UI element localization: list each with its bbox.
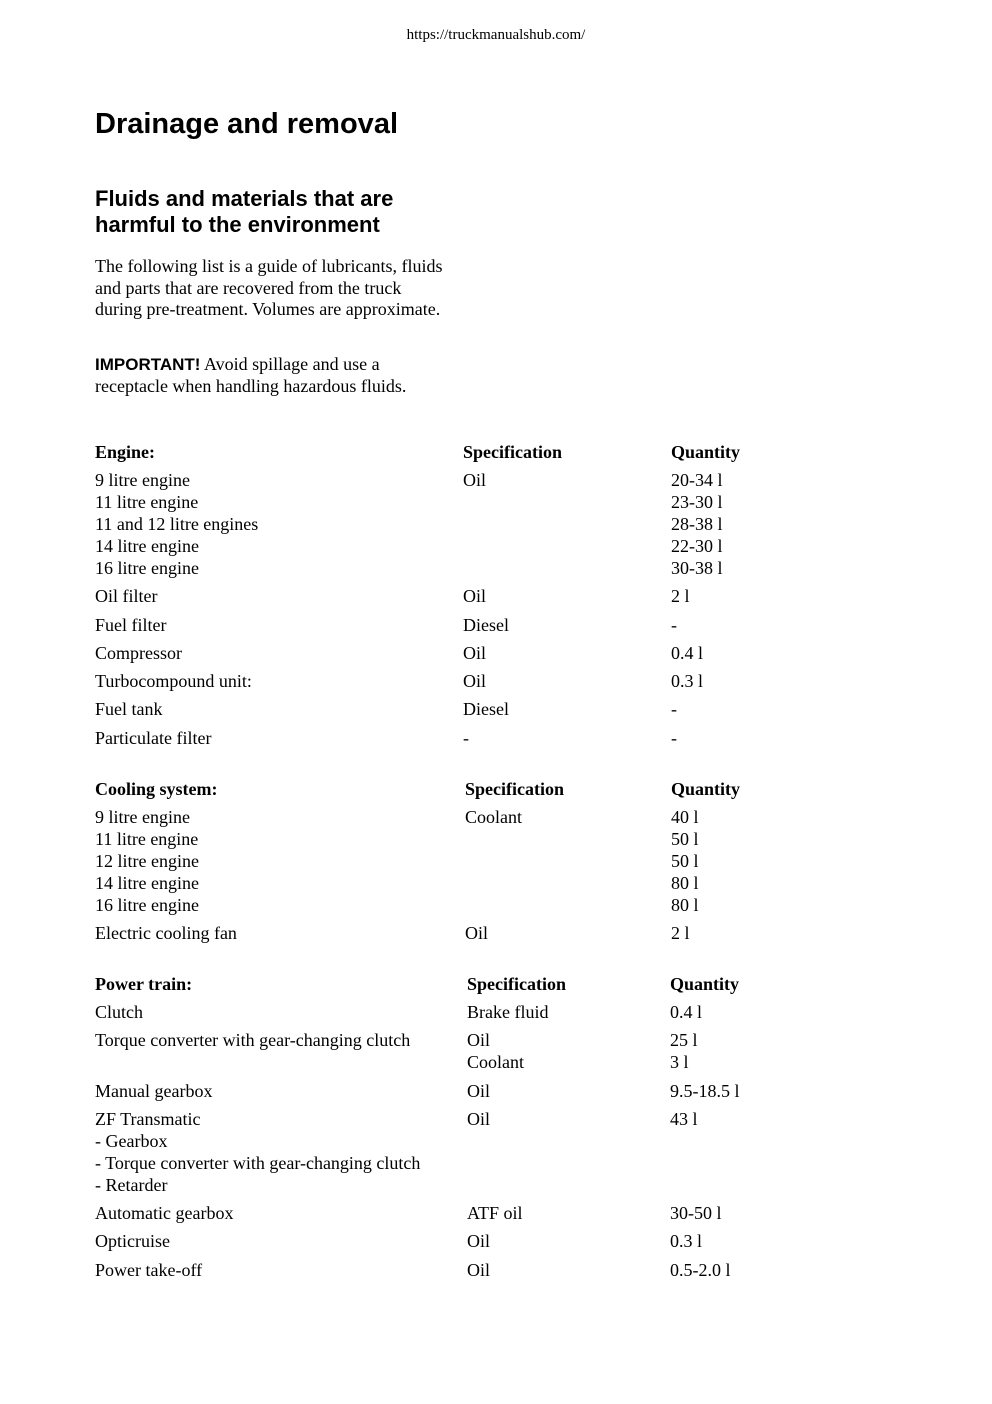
table-row — [95, 642, 855, 670]
table-row — [95, 1108, 855, 1202]
page-title: Drainage and removal — [95, 108, 398, 140]
table-row — [95, 1080, 855, 1108]
item-cell-line: Oil filter — [95, 586, 158, 607]
subtitle-line: harmful to the environment — [95, 212, 380, 237]
quantity-cell — [670, 1230, 702, 1252]
specification-cell-line: Diesel — [463, 614, 509, 635]
header-url: https://truckmanualshub.com/ — [406, 27, 586, 43]
specification-cell — [467, 1080, 490, 1102]
table-row — [95, 698, 855, 726]
specification-cell — [463, 585, 486, 607]
column-header-quantity: Quantity — [670, 974, 740, 994]
table-row — [95, 1202, 855, 1230]
quantity-cell-line: 0.3 l — [670, 1231, 703, 1252]
table-row — [95, 1230, 855, 1258]
table-header-row — [95, 778, 855, 806]
specification-cell-line: ATF oil — [467, 1203, 523, 1224]
table-header-row — [95, 441, 855, 469]
specification-cell — [465, 806, 522, 828]
column-header-specification: Specification — [467, 974, 566, 994]
quantity-cell — [671, 698, 677, 720]
quantity-cell-line: 20-34 l — [671, 470, 723, 490]
quantity-cell-line: - — [671, 614, 677, 635]
quantity-cell — [671, 469, 723, 579]
intro-line: during pre-treatment. Volumes are approximate. — [95, 299, 441, 319]
specification-cell — [463, 698, 509, 720]
item-cell — [95, 922, 237, 944]
item-cell — [95, 614, 166, 636]
item-cell-line: 11 litre engine — [95, 829, 199, 849]
table-row — [95, 727, 855, 755]
intro-line: The following list is a guide of lubricants, fluids — [95, 256, 443, 276]
quantity-cell-line: 2 l — [671, 923, 690, 944]
quantity-cell-line: 9.5-18.5 l — [670, 1080, 740, 1101]
section-subtitle — [95, 186, 515, 238]
column-header-item: Power train: — [95, 974, 193, 994]
important-label: IMPORTANT! — [95, 355, 201, 374]
specification-cell — [467, 1001, 548, 1023]
specification-cell — [467, 1230, 490, 1252]
specification-cell-line: Oil — [467, 1108, 491, 1129]
column-header-quantity: Quantity — [671, 442, 741, 462]
specification-cell-line: Oil — [463, 642, 487, 663]
quantity-cell — [671, 727, 677, 749]
table-row — [95, 670, 855, 698]
item-cell — [95, 1230, 170, 1252]
item-cell — [95, 1080, 212, 1102]
item-cell-line: - Torque converter with gear-changing clutch — [95, 1152, 421, 1173]
quantity-cell-line: 0.5-2.0 l — [670, 1259, 731, 1280]
specification-cell-line: Oil — [467, 1080, 491, 1101]
item-cell-line: Fuel tank — [95, 699, 163, 720]
specification-cell — [463, 642, 486, 664]
item-cell-line: 16 litre engine — [95, 558, 199, 578]
specification-cell-line: Oil — [465, 923, 489, 944]
item-cell-line: Turbocompound unit: — [95, 671, 252, 692]
item-cell — [95, 642, 182, 664]
item-cell-line: - Gearbox — [95, 1130, 168, 1151]
quantity-cell-line: 25 l — [670, 1030, 698, 1051]
item-cell — [95, 1202, 233, 1224]
table-row — [95, 806, 855, 922]
item-cell-line: Opticruise — [95, 1231, 170, 1252]
table-row — [95, 1029, 855, 1079]
important-text: receptacle when handling hazardous fluids. — [95, 376, 407, 396]
item-cell-line: Compressor — [95, 642, 182, 663]
specification-cell — [467, 1029, 524, 1073]
quantity-cell-line: 28-38 l — [671, 514, 723, 534]
specification-cell-line: Oil — [463, 671, 487, 692]
column-header-item: Engine: — [95, 442, 156, 462]
column-header-item: Cooling system: — [95, 779, 218, 799]
quantity-cell-line: 0.4 l — [670, 1002, 703, 1022]
specification-cell — [463, 670, 486, 692]
item-cell — [95, 698, 163, 720]
item-cell-line: 9 litre engine — [95, 807, 190, 827]
item-cell-line: Fuel filter — [95, 614, 167, 635]
quantity-cell — [670, 1029, 698, 1073]
quantity-cell-line: 23-30 l — [671, 492, 723, 512]
quantity-cell — [671, 922, 690, 944]
item-cell-line: Particulate filter — [95, 727, 212, 748]
item-cell — [95, 1108, 420, 1196]
quantity-cell — [670, 1259, 731, 1281]
item-cell-line: 11 and 12 litre engines — [95, 514, 259, 534]
specification-cell — [463, 614, 509, 636]
quantity-cell-line: 22-30 l — [671, 536, 723, 556]
quantity-cell-line: 0.3 l — [671, 671, 704, 692]
item-cell-line: Electric cooling fan — [95, 923, 237, 944]
column-header-quantity: Quantity — [671, 779, 741, 799]
item-cell-line: - Retarder — [95, 1174, 168, 1195]
specification-cell-line: Diesel — [463, 699, 509, 720]
quantity-cell — [671, 614, 677, 636]
quantity-cell-line: - — [671, 727, 677, 748]
item-cell-line: 12 litre engine — [95, 851, 199, 871]
fluids-table-section — [95, 973, 855, 1287]
quantity-cell-line: 43 l — [670, 1108, 698, 1129]
item-cell-line: Clutch — [95, 1002, 143, 1022]
fluids-table-section — [95, 441, 855, 755]
quantity-cell-line: 80 l — [671, 873, 699, 893]
item-cell-line: 14 litre engine — [95, 536, 199, 556]
table-row — [95, 922, 855, 950]
quantity-cell — [671, 642, 703, 664]
item-cell — [95, 1259, 202, 1281]
quantity-cell — [671, 585, 690, 607]
specification-cell — [465, 922, 488, 944]
item-cell-line: ZF Transmatic — [95, 1108, 201, 1129]
important-note — [95, 353, 515, 397]
table-row — [95, 1259, 855, 1287]
specification-cell-line: - — [463, 727, 469, 748]
table-row — [95, 614, 855, 642]
quantity-cell-line: 80 l — [671, 895, 699, 915]
quantity-cell — [671, 670, 703, 692]
item-cell-line: Manual gearbox — [95, 1080, 213, 1101]
intro-line: and parts that are recovered from the truck — [95, 277, 402, 298]
item-cell — [95, 585, 157, 607]
quantity-cell — [670, 1080, 740, 1102]
specification-cell-line: Oil — [467, 1259, 491, 1280]
specification-cell — [467, 1108, 490, 1130]
column-header-specification: Specification — [463, 442, 562, 462]
specification-cell-line: Oil — [467, 1030, 491, 1051]
specification-cell — [467, 1202, 523, 1224]
quantity-cell-line: 0.4 l — [671, 642, 704, 663]
quantity-cell-line: 40 l — [671, 807, 699, 827]
quantity-cell-line: 3 l — [670, 1052, 689, 1073]
specification-cell-line: Oil — [467, 1231, 491, 1252]
specification-cell — [463, 469, 486, 491]
item-cell-line: 11 litre engine — [95, 492, 199, 512]
item-cell — [95, 806, 199, 916]
quantity-cell — [670, 1001, 702, 1023]
quantity-cell — [670, 1202, 722, 1224]
item-cell — [95, 469, 258, 579]
fluids-table-section — [95, 778, 855, 951]
item-cell-line: 9 litre engine — [95, 470, 190, 490]
item-cell-line: Power take-off — [95, 1259, 203, 1280]
subtitle-line: Fluids and materials that are — [95, 186, 394, 211]
important-text: Avoid spillage and use a — [200, 354, 380, 374]
intro-paragraph — [95, 256, 515, 321]
item-cell — [95, 1001, 143, 1023]
quantity-cell-line: 2 l — [671, 586, 690, 607]
item-cell-line: Automatic gearbox — [95, 1203, 234, 1224]
table-header-row — [95, 973, 855, 1001]
item-cell-line: Torque converter with gear-changing clutch — [95, 1030, 411, 1051]
quantity-cell-line: 50 l — [671, 829, 699, 849]
column-header-specification: Specification — [465, 779, 564, 799]
specification-cell-line: Coolant — [465, 807, 522, 827]
table-row — [95, 469, 855, 585]
quantity-cell-line: 30-38 l — [671, 558, 723, 578]
item-cell — [95, 1029, 410, 1051]
specification-cell — [467, 1259, 490, 1281]
quantity-cell-line: 50 l — [671, 851, 699, 871]
specification-cell-line: Oil — [463, 586, 487, 607]
table-row — [95, 585, 855, 613]
specification-cell-line: Coolant — [467, 1052, 524, 1073]
quantity-cell-line: 30-50 l — [670, 1203, 722, 1224]
item-cell-line: 14 litre engine — [95, 873, 199, 893]
specification-cell — [463, 727, 469, 749]
quantity-cell-line: - — [671, 699, 677, 720]
specification-cell-line: Oil — [463, 470, 487, 490]
quantity-cell — [671, 806, 699, 916]
specification-cell-line: Brake fluid — [467, 1002, 549, 1022]
item-cell — [95, 670, 252, 692]
quantity-cell — [670, 1108, 698, 1130]
table-row — [95, 1001, 855, 1029]
item-cell-line: 16 litre engine — [95, 895, 199, 915]
item-cell — [95, 727, 211, 749]
